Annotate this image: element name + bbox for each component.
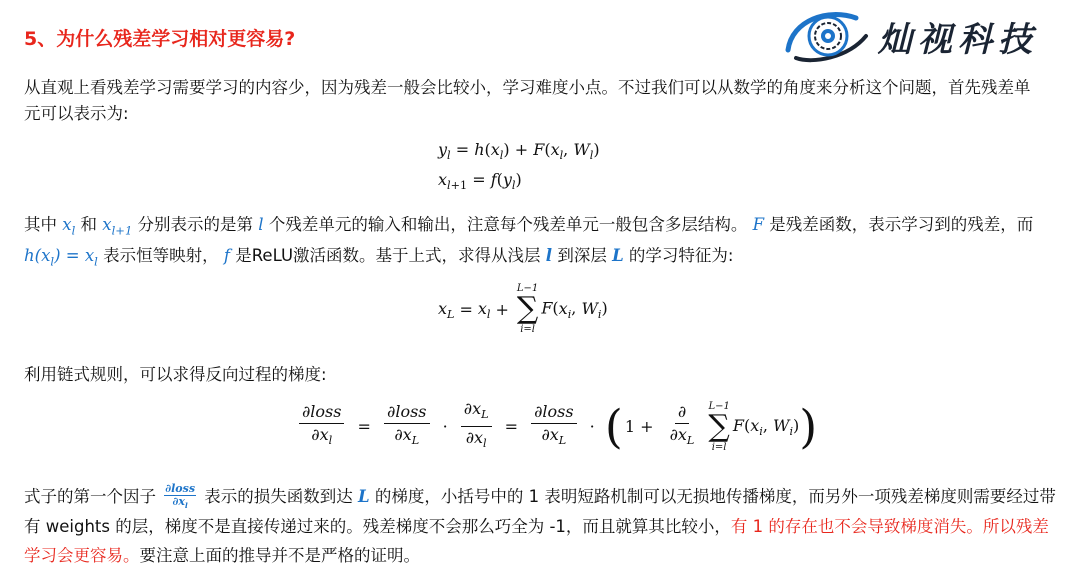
feature-sum-equation: $x_L = x_l$ + L−1 ∑ i=l $F(x_i$, $W_i$) (438, 283, 608, 335)
inline-math-identity: $h(x_l) = x_l$ (24, 246, 98, 269)
inline-fraction-dloss-dxl: $\frac{\text{∂loss}}{\partial x_l}$ (165, 481, 196, 511)
chain-rule-paragraph: 利用链式规则，可以求得反向过程的梯度: (24, 365, 327, 384)
inline-math-l: l (258, 215, 264, 234)
conclusion-paragraph: 式子的第一个因子 $\frac{\text{∂loss}}{\partial x_l}$ 表示的损失函数到达 L 的梯度，小括号中的 1 表明短路机制可以无损地传播梯度，而另外一项残差梯度则需要经过带有 weights 的层，梯度不是直接传递过来的。残差梯度不会那么巧全为 -1，而且就算其比较小，有 1 的存在也不会导致梯度消失。所以残差学习会更容易。要注意上面的推导并不是严格的证明。 (24, 481, 1056, 566)
inline-math-xl1: $x_{l+1}$ (102, 215, 133, 238)
inline-math-L-bold-2: L (358, 487, 370, 506)
gradient-equation: $\frac{\text{∂loss}}{\partial x_l}$ = $\frac{\text{∂loss}}{\partial x_L}$ · $\frac{\partial x_L}{\partial x_l}$ = $\frac{\text{∂loss}}{\partial x_L}$ · ( 1 + $\frac{\partial}{\partial x_L}$ L−1 ∑ i=l $F(x_i$, $W_i$)) (296, 400, 817, 453)
equation-line-2: $x_{l+1} = f(y_l)$ (438, 170, 522, 193)
residual-unit-equations (438, 138, 600, 198)
inline-math-L-bold: L (612, 246, 624, 266)
brand-logo (782, 6, 1072, 64)
section-heading: 5、为什么残差学习相对更容易? (24, 28, 296, 50)
inline-math-f: f (223, 246, 230, 266)
brand-name: 灿视科技 (878, 20, 1038, 60)
inline-math-xl: $x_l$ (62, 215, 76, 238)
intro-paragraph: 从直观上看残差学习需要学习的内容少，因为残差一般会比较小，学习难度小点。不过我们可以从数学的角度来分析这个问题，首先残差单元可以表示为: (24, 78, 1031, 123)
inline-math-l-bold: l (545, 246, 553, 266)
definition-paragraph: 其中 $x_l$ 和 $x_{l+1}$ 分别表示的是第 l 个残差单元的输入和输出，注意每个残差单元一般包含多层结构。 F 是残差函数，表示学习到的残差，而 $h(x_l) = x_l$ 表示恒等映射， f 是ReLU激活函数。基于上式，求得从浅层 l 到深层 L 的学习特征为: (24, 215, 1034, 269)
inline-math-F: F (752, 215, 765, 234)
highlight-text: 有 1 的存在也不会导致梯度消失。所以残差学习会更容易。 (24, 517, 1049, 566)
swirl-eye-logo-icon (782, 6, 874, 64)
equation-line-1: $y_l = h(x_l) + F(x_l$, $W_l$) (438, 140, 600, 163)
